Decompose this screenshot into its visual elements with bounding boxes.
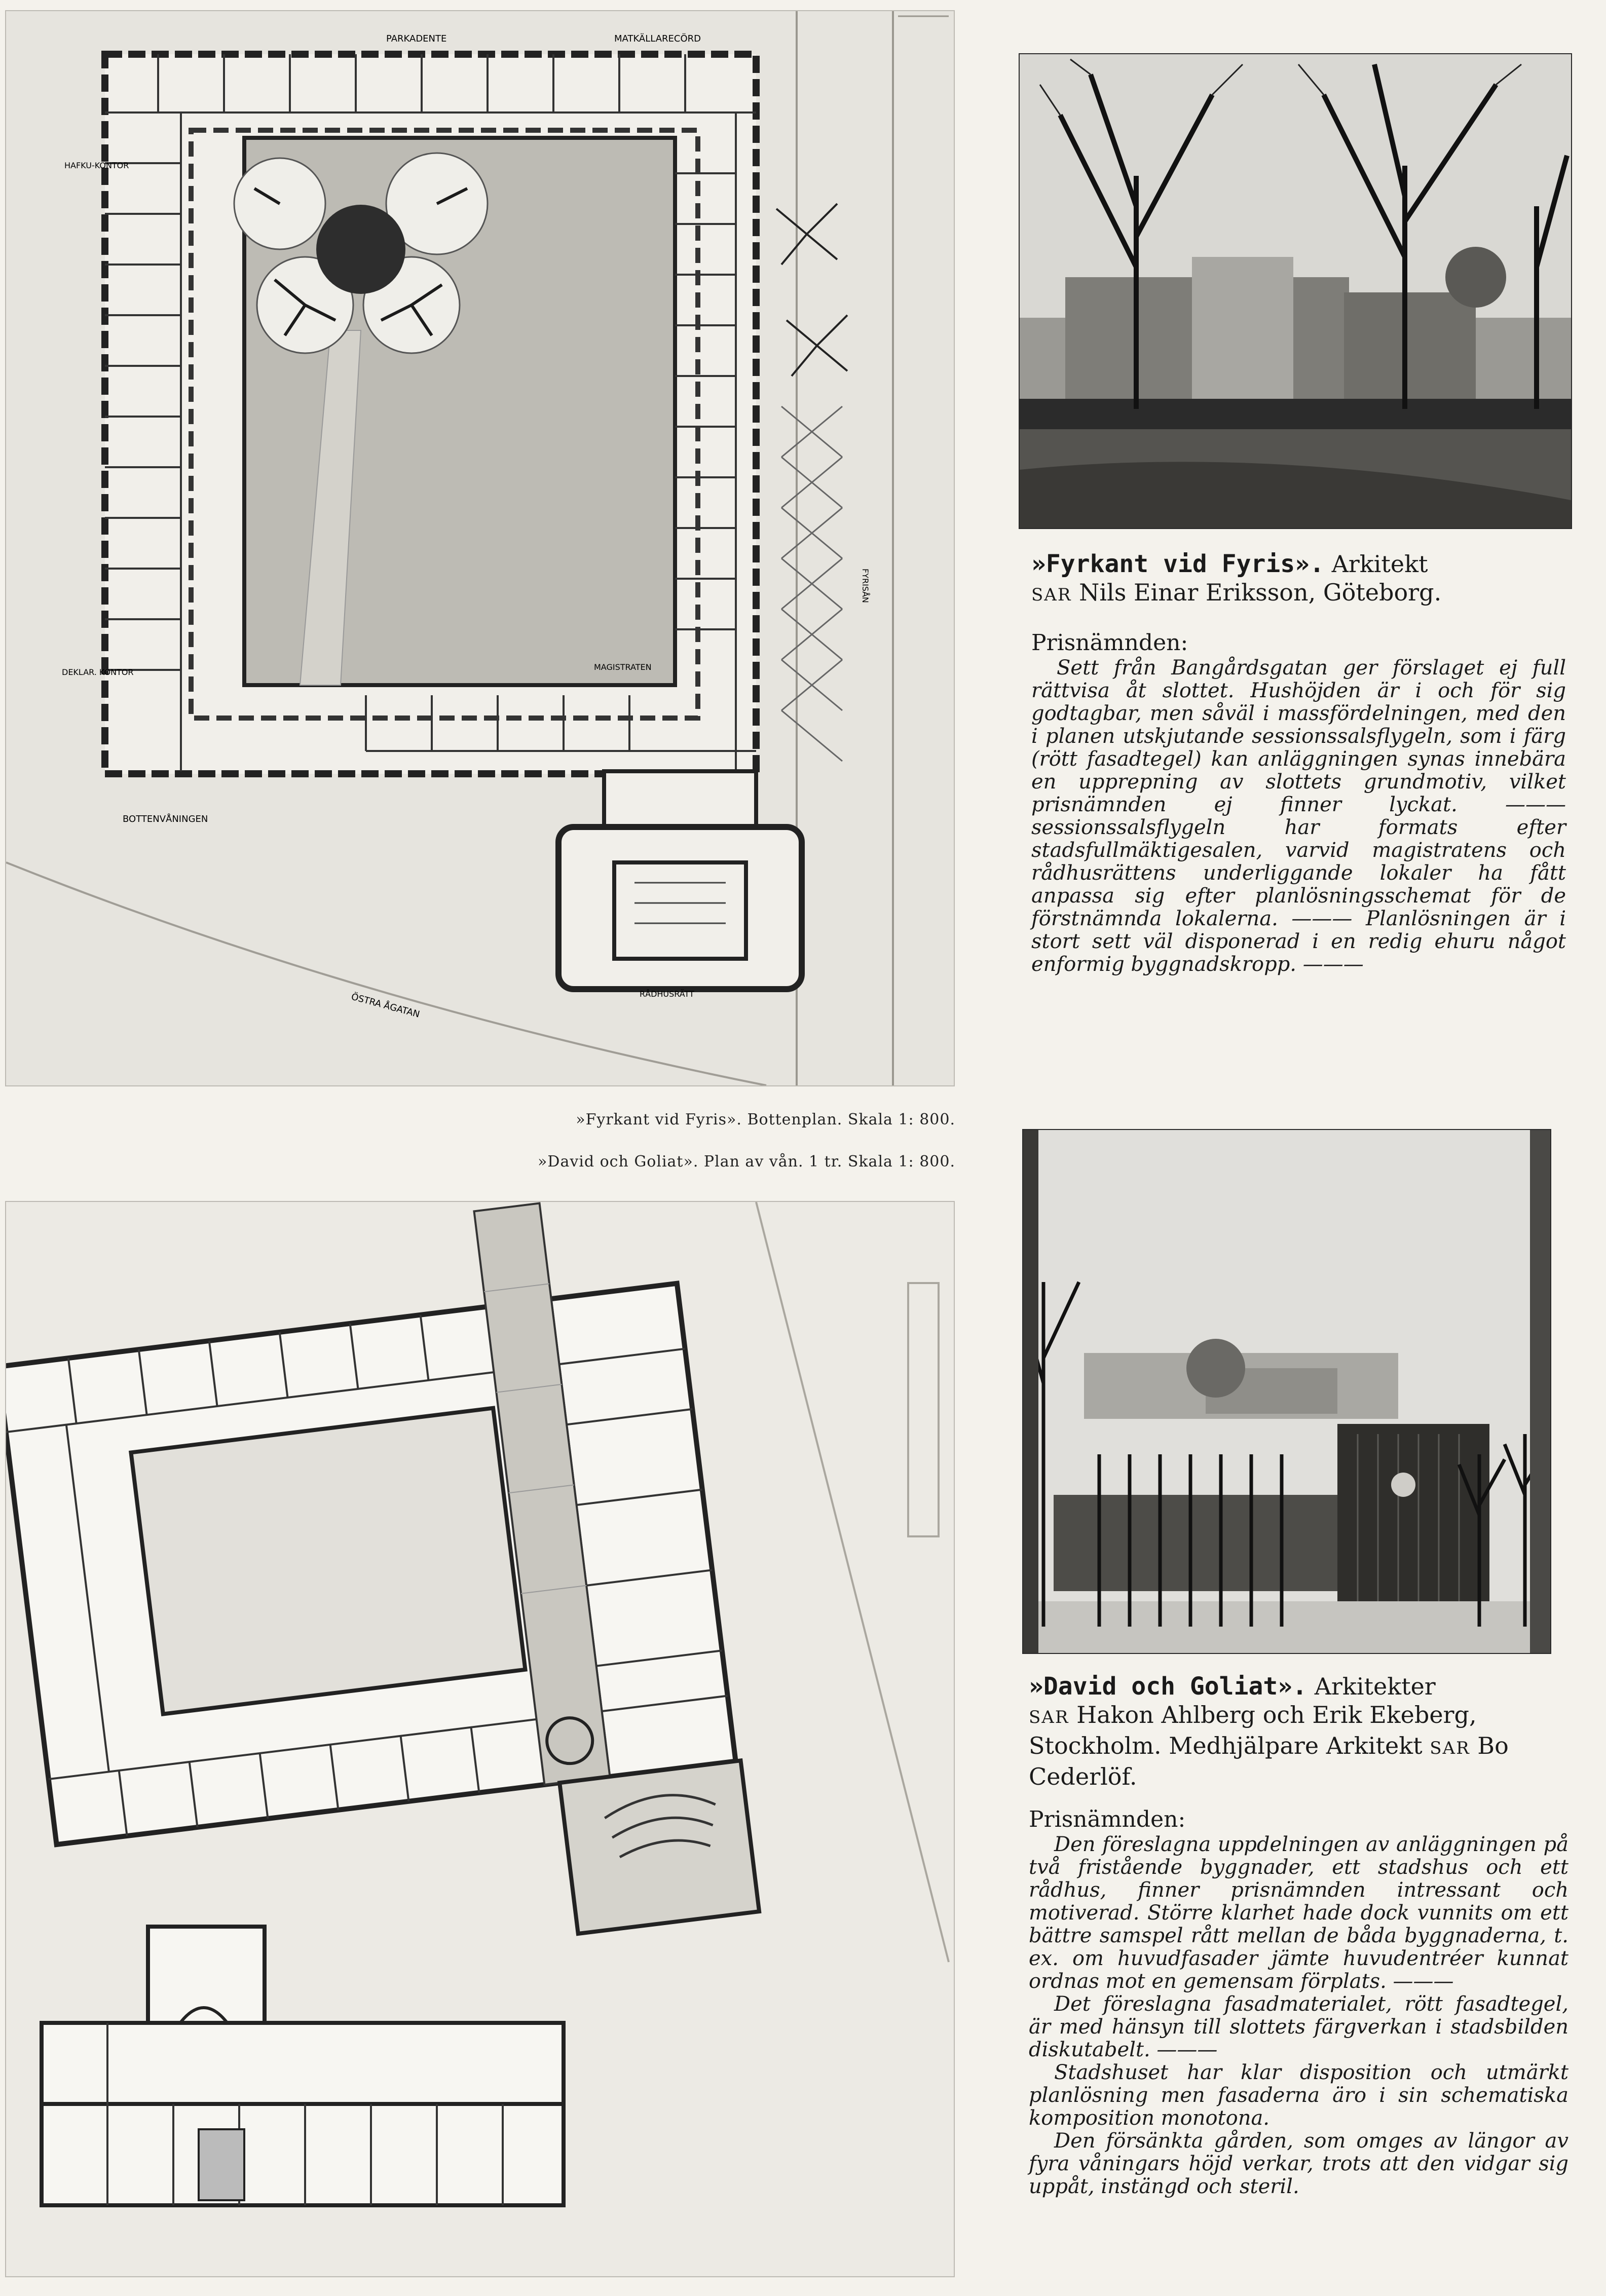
jury-paragraph: Den föreslagna uppdelningen av anläggningen på två fristående byggnader, ett stadshus och ett rådhus, finner prisnämnden intressant och motiverad. Större klarhet hade dock vunnits om ett bättre samspel rått mellan de båda byggnaderna, t. ex. om huvudfasader jämte huvudentréer kunnat ordnas mot en gemensam förplats. ——— [1029,1833,1568,1993]
entry-name: »Fyrkant vid Fyris». [1031,550,1324,578]
floor-plan-drawing-2 [6,1202,954,2276]
jury-statement-2 [1029,1833,1568,2198]
jury-paragraph: Stadshuset har klar disposition och utmärkt planlösning men fasaderna äro i sin schematiska komposition monotona. [1029,2061,1568,2130]
entry-david-text [1029,1672,1568,2198]
jury-paragraph: Den försänkta gården, som omges av längor av fyra våningars höjd verkar, trots att den vidgar sig uppåt, instängd och steril. [1029,2129,1568,2198]
label-top-right: MATKÄLLARECÖRD [614,33,701,44]
entry-title-rest: Arkitekt [1324,550,1428,578]
plan-david-och-goliat [5,1201,955,2277]
architects-names: Hakon Ahlberg och Erik Ekeberg, Stockholm. Medhjälpare Arkitekt [1029,1701,1477,1759]
jury-heading-2: Prisnämnden: [1029,1806,1186,1832]
assistant-name: Bo Cederlöf. [1029,1732,1509,1790]
architect-name: Nils Einar Eriksson, Göteborg. [1071,579,1442,606]
plan-fyrkant-vid-fyris [5,10,955,1086]
entry-title [1031,550,1566,609]
jury-paragraph: Det föreslagna fasadmaterialet, rött fasadtegel, är med hänsyn till slottets färgverkan i stadsbilden diskutabelt. ——— [1029,1992,1568,2061]
label-court-room: RÅDHUSRÄTT [640,989,694,999]
entry-title-rest-2: Arkitekter [1307,1673,1436,1700]
photo-fyrkant-vid-fyris [1019,53,1572,529]
label-east-margin: FYRISÅN [861,569,870,603]
floor-plan-drawing [6,11,954,1085]
jury-heading: Prisnämnden: [1031,630,1188,656]
photo-david-och-goliat [1022,1129,1551,1654]
label-top-left: PARKADENTE [386,33,447,44]
sar-abbrev-2b: SAR [1430,1738,1470,1758]
label-west-lower: DEKLAR. KONTOR [62,667,134,677]
perspective-image-2 [1023,1130,1550,1653]
label-south: BOTTENVÅNINGEN [123,814,208,824]
label-courtyard: MAGISTRATEN [594,662,652,672]
jury-paragraph: Sett från Bangårdsgatan ger förslaget ej full rättvisa åt slottet. Hushöjden är i och för sig godtagbar, men såväl i massfördelningen, med den i planen utskjutande sessionssalsflygeln, som i färg (rött fasadtegel) kan anläggningen synas innebära en upprepning av slottets grundmotiv, vilket prisnämnden ej finner lyckat. ——— sessionssalsflygeln har formats efter stadsfullmäktigesalen, varvid magistratens och rådhusrättens underliggande lokaler ha fått anpassa sig efter planlösningsschemat för de förstnämnda lokalerna. ——— Planlösningen är i stort sett väl disponerad i en redig ehuru något enformig byggnadskropp. ——— [1031,656,1566,976]
sar-abbrev-2a: SAR [1029,1707,1069,1727]
label-west-upper: HAFKU-KONTOR [64,161,129,170]
entry-name-2: »David och Goliat». [1029,1672,1308,1701]
label-street: ÖSTRA ÅGATAN [350,991,421,1020]
jury-statement [1031,657,1566,976]
entry-fyrkant-text [1031,550,1566,976]
sar-abbrev: SAR [1031,585,1072,605]
perspective-image [1020,54,1571,528]
entry-title-2 [1029,1672,1568,1791]
caption-plan-david: »David och Goliat». Plan av vån. 1 tr. Skala 1: 800. [538,1153,955,1171]
caption-plan-fyrkant: »Fyrkant vid Fyris». Bottenplan. Skala 1: 800. [576,1111,955,1128]
